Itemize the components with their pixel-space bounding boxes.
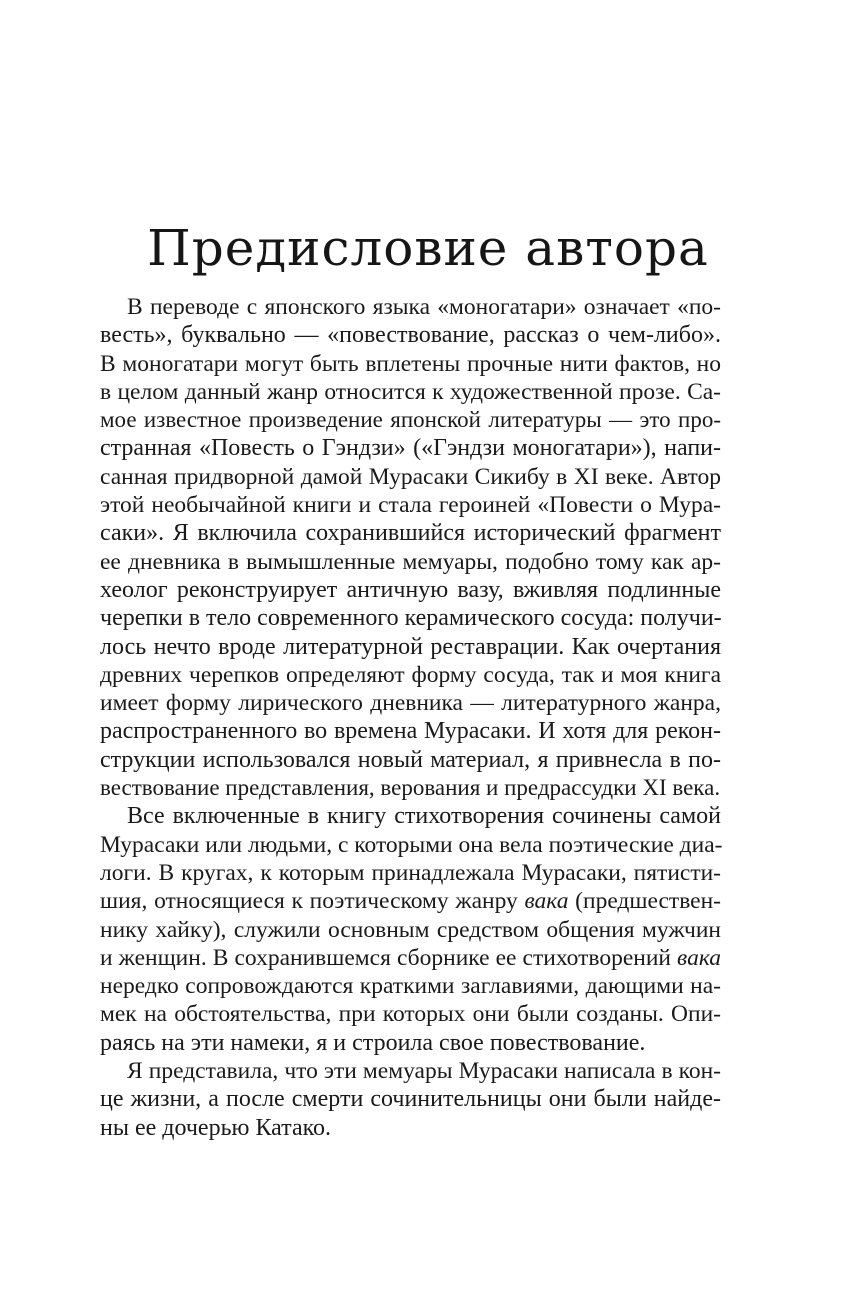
text-line: странная «Повесть о Гэндзи» («Гэндзи моногатари»), напи- bbox=[100, 435, 721, 462]
text-line: логи. В кругах, к которым принадлежала Мурасаки, пятисти- bbox=[100, 859, 721, 886]
text-line: ее дневника в вымышленные мемуары, подобно тому как ар- bbox=[100, 548, 721, 575]
text-line: Мурасаки или людьми, с которыми она вела поэтические диа- bbox=[100, 831, 723, 858]
text-line: весть», буквально — «повествование, рассказ о чем-либо». bbox=[100, 322, 721, 349]
text-line: древних черепков определяют форму сосуда, так и моя книга bbox=[100, 661, 721, 688]
italic-term: вака bbox=[677, 944, 721, 971]
text-line: Все включенные в книгу стихотворения сочинены самой bbox=[127, 803, 721, 830]
text-line: нередко сопровождаются краткими заглавиями, дающими на- bbox=[100, 973, 721, 1000]
text-segment: и женщин. В сохранившемся сборнике ее стихотворений bbox=[100, 944, 678, 971]
text-line: черепки в тело современного керамического сосуда: получи- bbox=[100, 605, 722, 632]
paragraph-1 bbox=[100, 293, 721, 802]
paragraph-3 bbox=[100, 1057, 721, 1142]
text-line: струкции использовался новый материал, я привнесла в по- bbox=[100, 746, 721, 773]
text-line: нику хайку), служили основным средством общения мужчин bbox=[100, 916, 721, 943]
text-segment: (предшествен- bbox=[568, 888, 721, 915]
body-text bbox=[100, 293, 721, 1142]
text-line: мое известное произведение японской литературы — это про- bbox=[100, 407, 721, 433]
text-line: Я представила, что эти мемуары Мурасаки написала в кон- bbox=[127, 1058, 721, 1085]
text-line: ны ее дочерью Катако. bbox=[100, 1114, 332, 1141]
italic-term: вака bbox=[524, 888, 569, 915]
text-line: имеет форму лирического дневника — литературного жанра, bbox=[100, 690, 721, 717]
text-line: в целом данный жанр относится к художественной прозе. Са- bbox=[100, 378, 721, 405]
text-line-with-italic bbox=[100, 944, 721, 972]
text-line: распространенного во времена Мурасаки. И хотя для рекон- bbox=[100, 718, 721, 745]
text-line: В переводе с японского языка «моногатари» означает «по- bbox=[127, 294, 721, 320]
text-line: хеолог реконструирует античную вазу, вживляя подлинные bbox=[100, 576, 721, 603]
text-line: мек на обстоятельства, при которых они были созданы. Опи- bbox=[100, 1001, 721, 1028]
text-line: этой необычайной книги и стала героиней «Повести о Мура- bbox=[100, 492, 721, 519]
text-line: В моногатари могут быть вплетены прочные нити фактов, но bbox=[100, 350, 721, 377]
text-line: раясь на эти намеки, я и строила свое повествование. bbox=[100, 1029, 646, 1056]
text-line: вествование представления, верования и предрассудки XI века. bbox=[100, 775, 721, 801]
text-line: санная придворной дамой Мурасаки Сикибу в XI веке. Автор bbox=[100, 463, 721, 490]
text-line: саки». Я включила сохранившийся исторический фрагмент bbox=[100, 520, 721, 547]
chapter-title: Предисловие автора bbox=[147, 219, 709, 277]
text-line: лось нечто вроде литературной реставрации. Как очертания bbox=[100, 633, 721, 660]
text-line: це жизни, а после смерти сочинительницы они были найде- bbox=[100, 1086, 721, 1113]
text-segment: шия, относящиеся к поэтическому жанру bbox=[100, 888, 525, 915]
text-line-with-italic bbox=[100, 887, 721, 915]
paragraph-2 bbox=[100, 802, 721, 1057]
